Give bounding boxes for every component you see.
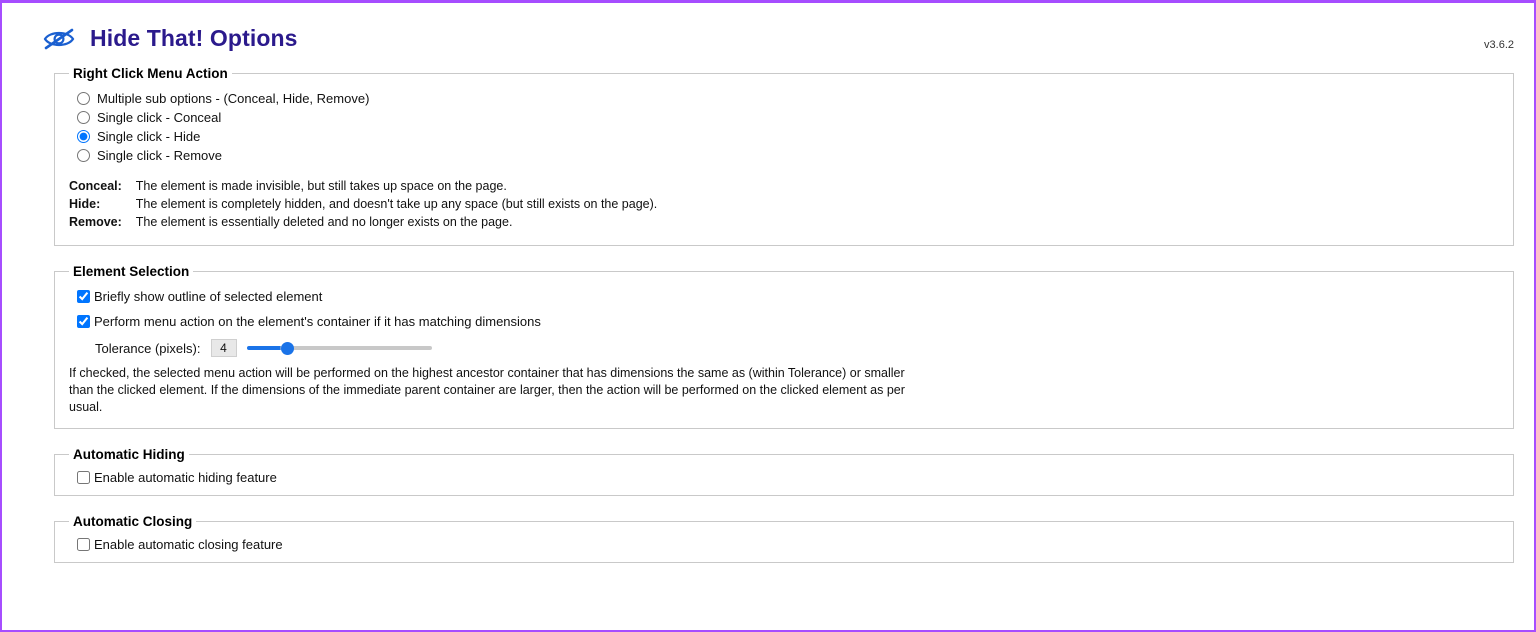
checkbox-label-show-outline: Briefly show outline of selected element <box>94 289 323 304</box>
version-label: v3.6.2 <box>1484 39 1514 51</box>
right-click-menu-section <box>54 66 1514 246</box>
definition-row-conceal <box>69 177 657 195</box>
tolerance-value: 4 <box>211 339 237 357</box>
checkbox-row-automatic-hiding[interactable] <box>77 470 1499 485</box>
automatic-hiding-section <box>54 447 1514 496</box>
options-page <box>2 3 1534 630</box>
checkbox-automatic-hiding[interactable] <box>77 471 90 484</box>
definition-text-remove: The element is essentially deleted and no longer exists on the page. <box>135 215 513 229</box>
definition-text-hide: The element is completely hidden, and doesn't take up any space (but still exists on the page). <box>135 197 658 211</box>
element-selection-legend: Element Selection <box>73 264 190 279</box>
radio-row-multiple-sub-options[interactable] <box>77 91 1499 106</box>
checkbox-row-automatic-closing[interactable] <box>77 537 1499 552</box>
checkbox-label-automatic-closing: Enable automatic closing feature <box>94 536 283 552</box>
radio-single-click-conceal[interactable] <box>77 111 90 124</box>
radio-multiple-sub-options[interactable] <box>77 92 90 105</box>
definition-term-conceal: Conceal: <box>69 179 122 193</box>
automatic-hiding-legend: Automatic Hiding <box>73 446 185 462</box>
tolerance-label: Tolerance (pixels): <box>95 340 201 356</box>
checkbox-row-container-action[interactable] <box>77 314 1499 329</box>
radio-single-click-remove[interactable] <box>77 149 90 162</box>
definition-term-hide: Hide: <box>69 197 101 211</box>
eye-slash-icon <box>42 26 76 52</box>
definition-term-remove: Remove: <box>69 215 122 229</box>
checkbox-automatic-closing[interactable] <box>77 538 90 551</box>
radio-label-multiple-sub-options: Multiple sub options - (Conceal, Hide, Remove) <box>97 91 370 106</box>
checkbox-label-automatic-hiding: Enable automatic hiding feature <box>94 469 277 485</box>
radio-label-single-click-hide: Single click - Hide <box>97 129 201 144</box>
tolerance-row <box>95 339 1499 357</box>
radio-label-single-click-conceal: Single click - Conceal <box>97 110 222 125</box>
radio-row-single-click-remove[interactable] <box>77 148 1499 163</box>
radio-label-single-click-remove: Single click - Remove <box>97 148 222 163</box>
definition-row-remove <box>69 213 657 231</box>
checkbox-show-outline[interactable] <box>77 290 90 303</box>
radio-row-single-click-hide[interactable] <box>77 129 1499 144</box>
action-definitions <box>69 177 657 231</box>
automatic-closing-section <box>54 514 1514 563</box>
tolerance-slider[interactable] <box>247 346 432 350</box>
element-selection-section <box>54 264 1514 429</box>
automatic-closing-legend: Automatic Closing <box>73 513 193 529</box>
page-header <box>42 25 1514 52</box>
checkbox-label-container-action: Perform menu action on the element's container if it has matching dimensions <box>94 314 541 329</box>
checkbox-container-action[interactable] <box>77 315 90 328</box>
definition-text-conceal: The element is made invisible, but still takes up space on the page. <box>135 179 507 193</box>
definition-row-hide <box>69 195 657 213</box>
radio-single-click-hide[interactable] <box>77 130 90 143</box>
page-title: Hide That! Options <box>90 25 298 51</box>
element-selection-helper-text: If checked, the selected menu action will be performed on the highest ancestor container that has dimensions the same as (within Tolerance) or smaller than the clicked element. If the dimensions of the immediate parent container are larger, then the action will be performed on the clicked element as per usual. <box>69 366 905 414</box>
radio-row-single-click-conceal[interactable] <box>77 110 1499 125</box>
right-click-menu-legend: Right Click Menu Action <box>73 66 228 81</box>
checkbox-row-show-outline[interactable] <box>77 289 1499 304</box>
